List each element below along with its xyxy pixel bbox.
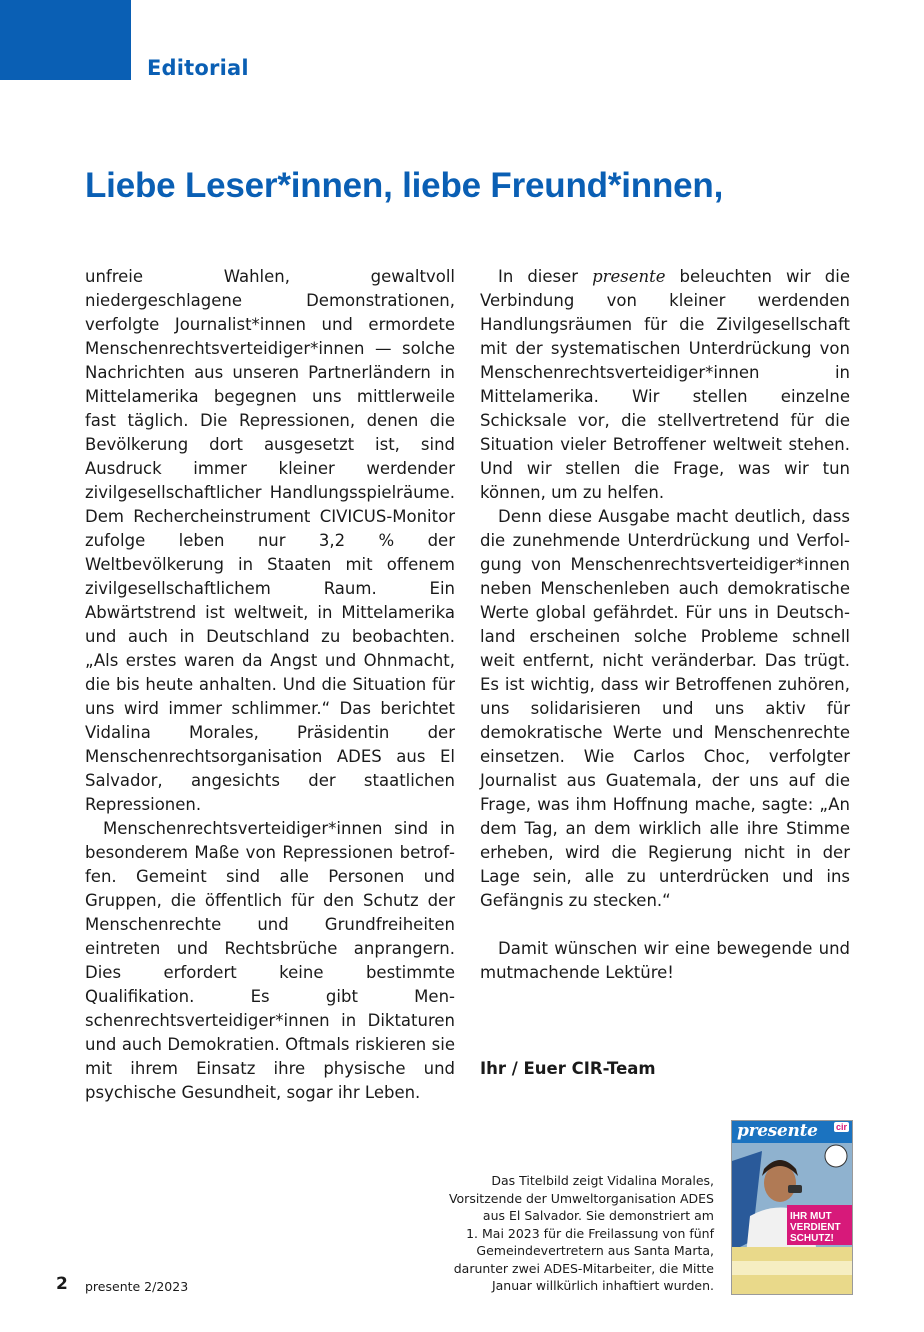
right-paragraph-3: Damit wünschen wir eine bewegende und mutmachende Lektüre! bbox=[480, 939, 850, 982]
caption-line: aus El Salvador. Sie demonstriert am bbox=[482, 1208, 714, 1223]
left-paragraph-2: Menschenrechtsverteidiger*innen sind in besonderem Maße von Repressionen betroffen. Gemeint sind alle Personen und Gruppen, die öffentlich für den Schutz der Menschenrechte und Grundfreiheiten eintreten und Rechtsbrüche anprangern. Dies erfordert keine bestimmte Qualifikation. Es gibt Menschenrechtsverteidiger*innen in Diktaturen und auch Demokratien. Oftmals riskieren sie mit ihrem Einsatz ihre physische und psychische Gesundheit, sogar ihr Leben. bbox=[85, 819, 455, 1102]
caption-line: Gemeindevertretern aus Santa Marta, bbox=[476, 1243, 714, 1258]
section-label: Editorial bbox=[147, 56, 249, 80]
intro-continuation: beleuchten wir die Verbindung von kleiner werdenden Handlungsräumen für die Zivilgesellschaft mit der systematischen Unterdrückung von Menschenrechtsverteidiger*innen in Mittelamerika. Wir stellen einzelne Schicksale vor, die stellvertretend für die Situation vieler Betroffener weltweit stehen. Und wir stellen die Frage, was wir tun können, um zu helfen. bbox=[480, 267, 851, 502]
page-number: 2 bbox=[56, 1274, 68, 1294]
cover-thumbnail bbox=[731, 1120, 853, 1295]
caption-line: Vorsitzende der Umweltorganisation ADES bbox=[448, 1190, 714, 1206]
left-column bbox=[85, 265, 455, 1105]
left-paragraph-1: unfreie Wahlen, gewaltvoll niedergeschlagene Demonstrationen, verfolgte Journalist*innen und ermordete Menschenrechtsverteidiger*innen — solche Nachrichten aus unseren Partnerländern in Mittelamerika begegnen uns mittlerweile fast täglich. Die Repressionen, denen die Bevölkerung dort ausgesetzt ist, sind Ausdruck immer kleiner werdender zivilgesellschaftlicher Handlungsspielräume. Dem Rechercheinstrument CIVICUS-Monitor zufolge leben nur 3,2 % der Weltbevölkerung in Staaten mit offenem zivilgesellschaftlichem Raum. Ein Abwärtstrend ist weltweit, in Mittelamerika und auch in Deutschland zu beobachten. „Als erstes waren da Angst und Ohnmacht, die bis heute anhalten. Und die Situation für uns wird immer schlimmer.“ Das berichtet Vidalina Morales, Präsidentin der Menschenrechtsorganisation ADES aus El Salvador, angesichts der staatlichen Repressionen. bbox=[85, 267, 455, 814]
cover-logo: cir bbox=[835, 1122, 847, 1132]
header-color-block bbox=[0, 0, 131, 80]
magazine-issue: presente 2/2023 bbox=[85, 1279, 189, 1294]
magazine-name: presente bbox=[592, 267, 666, 286]
cover-photo bbox=[732, 1121, 852, 1294]
right-column bbox=[480, 265, 850, 1081]
caption-line: darunter zwei ADES-Mitarbeiter, die Mitte bbox=[453, 1260, 714, 1276]
caption-line: Januar willkürlich inhaftiert wurden. bbox=[491, 1278, 714, 1293]
intro-text: In dieser bbox=[498, 267, 593, 286]
cover-caption bbox=[400, 1172, 714, 1295]
right-paragraph-2: Denn diese Ausgabe macht deutlich, dass die zunehmende Unterdrückung und Verfolgung von Menschenrechtsverteidiger*innen neben Menschenleben auch demokratische Werte global gefährdet. Für uns in Deutschland erscheinen solche Probleme schnell weit entfernt, nicht veränderbar. Das trügt. Es ist wichtig, dass wir Betroffenen zuhören, uns solidarisieren und uns aktiv für demokratische Werte und Menschenrechte einsetzen. Wie Carlos Choc, verfolgter Journalist aus Guatemala, der uns auf die Frage, was ihm Hoffnung mache, sagte: „An dem Tag, an dem wirklich alle ihre Stimme erheben, wird die Regierung nicht in der Lage sein, alle zu unterdrücken und ins Gefängnis zu stecken.“ bbox=[480, 507, 850, 910]
page-headline: Liebe Leser*innen, liebe Freund*innen, bbox=[85, 166, 724, 205]
caption-line: Das Titelbild zeigt Vidalina Morales, bbox=[491, 1173, 714, 1188]
signature: Ihr / Euer CIR-Team bbox=[480, 1059, 656, 1078]
cover-headline: IHR MUT VERDIENT SCHUTZ! bbox=[790, 1211, 841, 1244]
cover-title: presente bbox=[737, 1121, 818, 1141]
caption-line: 1. Mai 2023 für die Freilassung von fünf bbox=[466, 1225, 714, 1241]
right-paragraph-1 bbox=[480, 265, 850, 505]
